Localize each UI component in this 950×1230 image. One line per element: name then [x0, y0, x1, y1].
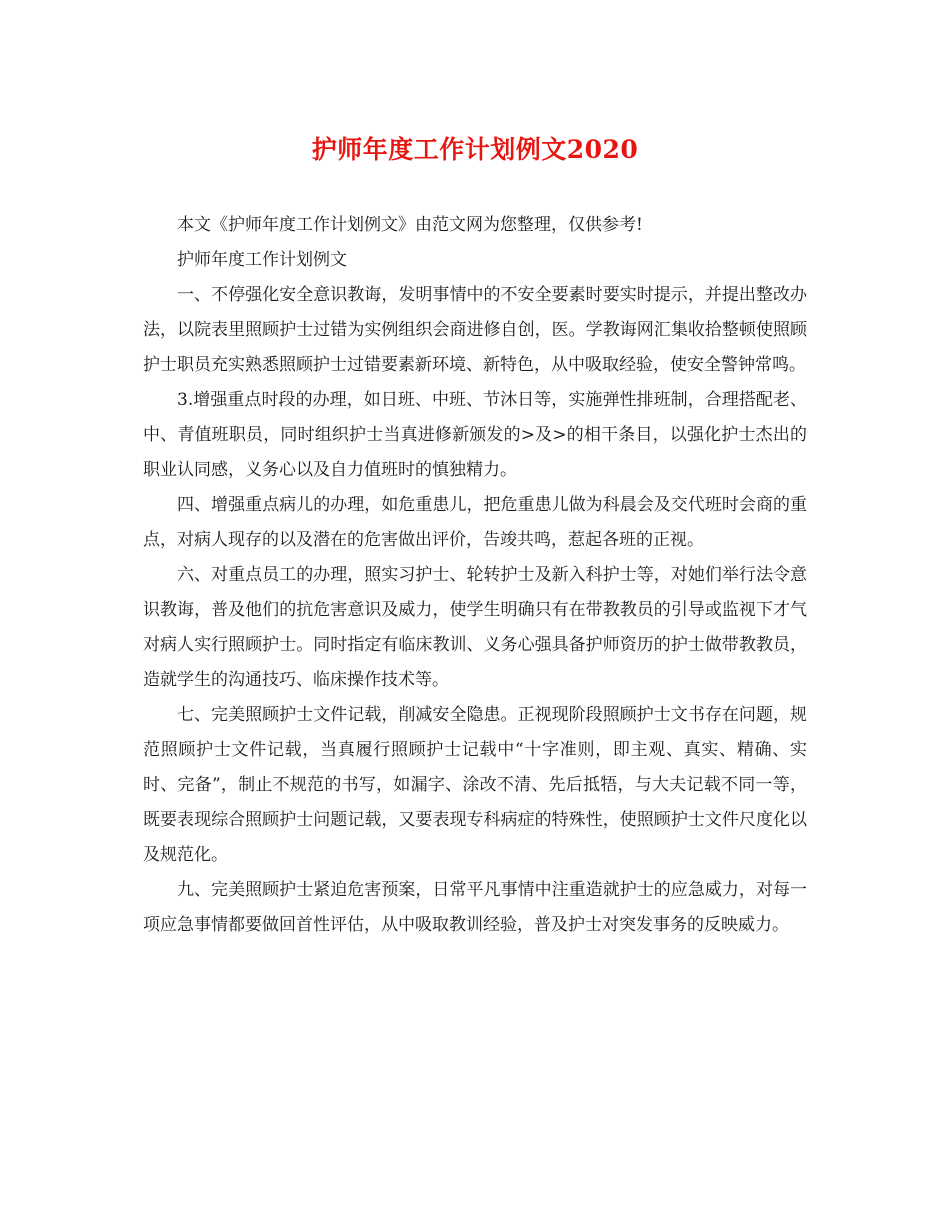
- paragraph-item-1: 一、不停强化安全意识教诲，发明事情中的不安全要素时要实时提示，并提出整改办法，以院表里照顾护士过错为实例组织会商进修自创，医。学教诲网汇集收拾整顿使照顾护士职员充实熟悉照顾护士过错要素新环境、新特色，从中吸取经验，使安全警钟常鸣。: [143, 285, 807, 375]
- document-body: [143, 208, 807, 943]
- paragraph-item-4: 四、增强重点病儿的办理，如危重患儿，把危重患儿做为科晨会及交代班时会商的重点，对病人现存的以及潜在的危害做出评价，告竣共鸣，惹起各班的正视。: [143, 495, 807, 550]
- paragraph-intro: 本文《护师年度工作计划例文》由范文网为您整理，仅供参考!: [177, 215, 643, 235]
- paragraph-item-7: 七、完美照顾护士文件记载，削减安全隐患。正视现阶段照顾护士文书存在问题，规范照顾护士文件记载，当真履行照顾护士记载中“十字准则，即主观、真实、精确、实时、完备”，制止不规范的书写，如漏字、涂改不清、先后抵牾，与大夫记载不同一等，既要表现综合照顾护士问题记载，又要表现专科病症的特殊性，使照顾护士文件尺度化以及规范化。: [143, 705, 807, 865]
- document-title: 护师年度工作计划例文2020: [311, 135, 639, 164]
- paragraph-item-9: 九、完美照顾护士紧迫危害预案，日常平凡事情中注重造就护士的应急威力，对每一项应急事情都要做回首性评估，从中吸取教训经验，普及护士对突发事务的反映威力。: [143, 880, 807, 935]
- paragraph-item-6: 六、对重点员工的办理，照实习护士、轮转护士及新入科护士等，对她们举行法令意识教诲，普及他们的抗危害意识及威力，使学生明确只有在带教教员的引导或监视下才气对病人实行照顾护士。同时指定有临床教训、义务心强具备护师资历的护士做带教教员，造就学生的沟通技巧、临床操作技术等。: [143, 565, 807, 690]
- paragraph-item-3: 3.增强重点时段的办理，如日班、中班、节沐日等，实施弹性排班制，合理搭配老、中、青值班职员，同时组织护士当真进修新颁发的>及>的相干条目，以强化护士杰出的职业认同感，义务心以及自力值班时的慎独精力。: [143, 390, 807, 480]
- paragraph-heading: 护师年度工作计划例文: [177, 250, 347, 270]
